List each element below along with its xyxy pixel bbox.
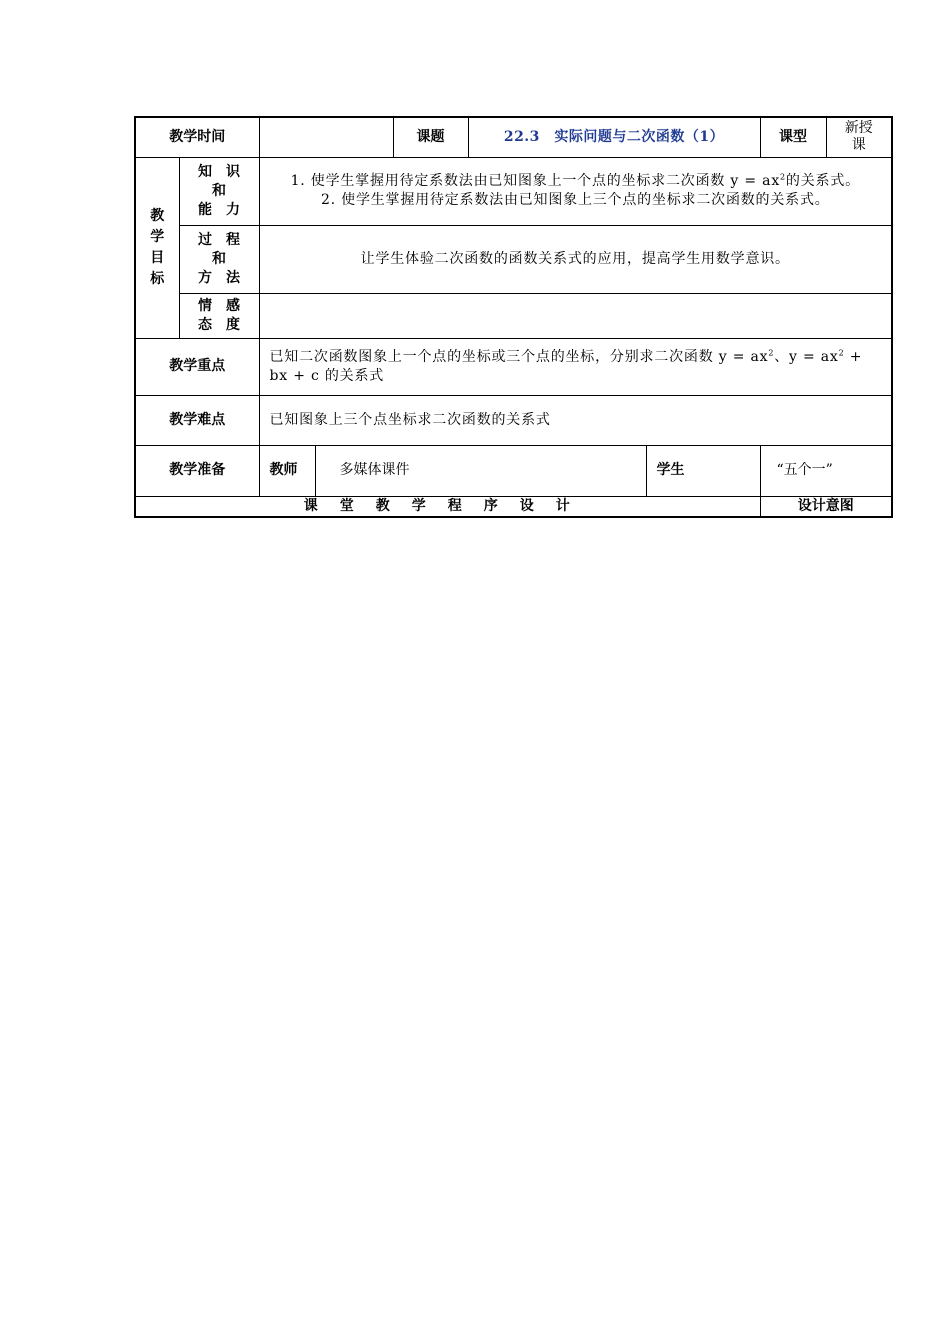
- teaching-time-value: [259, 117, 393, 157]
- attitude-content: [259, 293, 892, 338]
- program-header-row: [135, 496, 892, 517]
- attitude-label-top: 情 感: [198, 297, 240, 314]
- teacher-label: 教师: [259, 445, 315, 496]
- key-points-label: 教学重点: [135, 338, 259, 395]
- teacher-value: 多媒体课件: [315, 445, 646, 496]
- preparation-label: 教学准备: [135, 445, 259, 496]
- teaching-goals-text: 教学目标: [150, 207, 165, 287]
- process-label-bot: 方 法: [198, 269, 240, 286]
- knowledge-label-mid: 和: [212, 182, 226, 199]
- preparation-row: [135, 445, 892, 496]
- teaching-time-label: 教学时间: [135, 117, 259, 157]
- attitude-label-bot: 态 度: [198, 316, 240, 333]
- difficulties-row: [135, 395, 892, 445]
- design-intent-label: 设计意图: [760, 496, 892, 517]
- difficulties-content: 已知图象上三个点坐标求二次函数的关系式: [259, 395, 892, 445]
- topic-value: 22.3 实际问题与二次函数（1）: [468, 117, 760, 157]
- topic-label: 课题: [393, 117, 468, 157]
- process-method-content: 让学生体验二次函数的函数关系式的应用，提高学生用数学意识。: [259, 225, 892, 293]
- knowledge-label-top: 知 识: [198, 163, 240, 180]
- goal-attitude-row: [135, 293, 892, 338]
- lesson-type-value: 新授课: [826, 117, 892, 157]
- attitude-label: [179, 293, 259, 338]
- difficulties-label: 教学难点: [135, 395, 259, 445]
- lesson-plan-table: [134, 116, 893, 518]
- knowledge-ability-content: [259, 157, 892, 225]
- key-points-row: [135, 338, 892, 395]
- header-row: [135, 117, 892, 157]
- knowledge-item-1: 1. 使学生掌握用待定系数法由已知图象上一个点的坐标求二次函数 $y = ax^2$的关系式。: [290, 172, 860, 189]
- key-points-content: 已知二次函数图象上一个点的坐标或三个点的坐标，分别求二次函数 $y = ax^2$、$y = ax^2$ + bx + c 的关系式: [259, 338, 892, 395]
- student-value: “五个一”: [760, 445, 892, 496]
- teaching-goals-label: [135, 157, 179, 338]
- knowledge-label-bot: 能 力: [198, 201, 240, 218]
- knowledge-item-2: 2. 使学生掌握用待定系数法由已知图象上三个点的坐标求二次函数的关系式。: [320, 192, 830, 208]
- process-method-label: [179, 225, 259, 293]
- goal-process-row: [135, 225, 892, 293]
- knowledge-ability-label: [179, 157, 259, 225]
- program-design-label: 课堂教学程序设计: [135, 496, 760, 517]
- lesson-type-label: 课型: [760, 117, 826, 157]
- student-label: 学生: [646, 445, 760, 496]
- goal-knowledge-row: [135, 157, 892, 225]
- process-label-top: 过 程: [198, 231, 240, 248]
- process-label-mid: 和: [212, 250, 226, 267]
